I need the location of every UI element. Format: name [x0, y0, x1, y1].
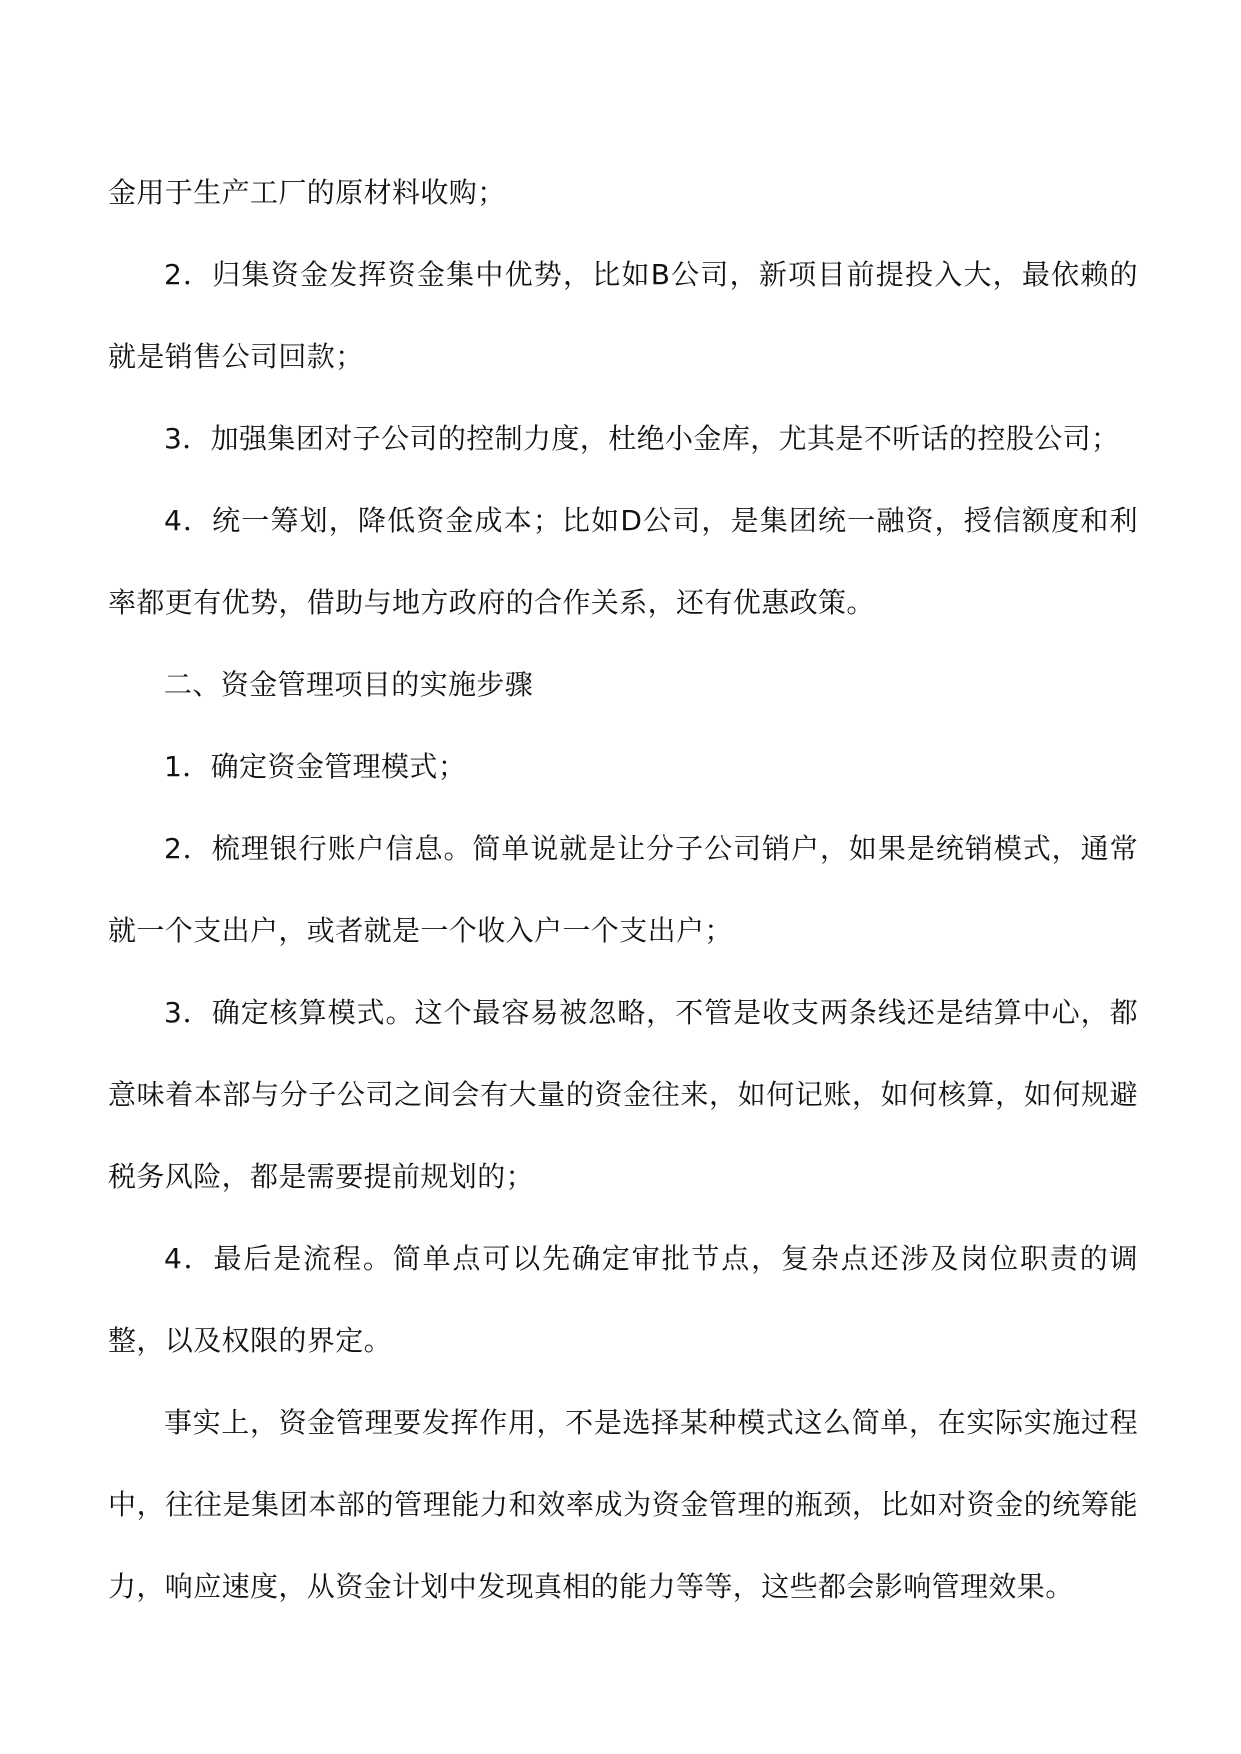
paragraph-item-3-control: 3．加强集团对子公司的控制力度，杜绝小金库，尤其是不听话的控股公司；: [164, 422, 1120, 455]
document-body: [108, 152, 1138, 1628]
paragraph-step-4: 4．最后是流程。简单点可以先确定审批节点，复杂点还涉及岗位职责的调整，以及权限的界定。: [108, 1242, 1138, 1357]
paragraph-step-3: 3．确定核算模式。这个最容易被忽略，不管是收支两条线还是结算中心，都意味着本部与分子公司之间会有大量的资金往来，如何记账，如何核算，如何规避税务风险，都是需要提前规划的；: [108, 996, 1138, 1193]
paragraph-item-4-planning: 4．统一筹划，降低资金成本；比如D公司，是集团统一融资，授信额度和利率都更有优势，借助与地方政府的合作关系，还有优惠政策。: [108, 504, 1138, 619]
paragraph-step-1: 1．确定资金管理模式；: [164, 750, 467, 783]
paragraph-continuation: 金用于生产工厂的原材料收购；: [108, 176, 506, 209]
paragraph-item-2-concentration: 2．归集资金发挥资金集中优势，比如B公司，新项目前提投入大，最依赖的就是销售公司回款；: [108, 258, 1138, 373]
paragraph-conclusion: 事实上，资金管理要发挥作用，不是选择某种模式这么简单，在实际实施过程中，往往是集团本部的管理能力和效率成为资金管理的瓶颈，比如对资金的统筹能力，响应速度，从资金计划中发现真相的能力等等，这些都会影响管理效果。: [108, 1406, 1138, 1603]
section-heading-implementation-steps: 二、资金管理项目的实施步骤: [164, 668, 534, 701]
paragraph-step-2: 2．梳理银行账户信息。简单说就是让分子公司销户，如果是统销模式，通常就一个支出户，或者就是一个收入户一个支出户；: [108, 832, 1138, 947]
